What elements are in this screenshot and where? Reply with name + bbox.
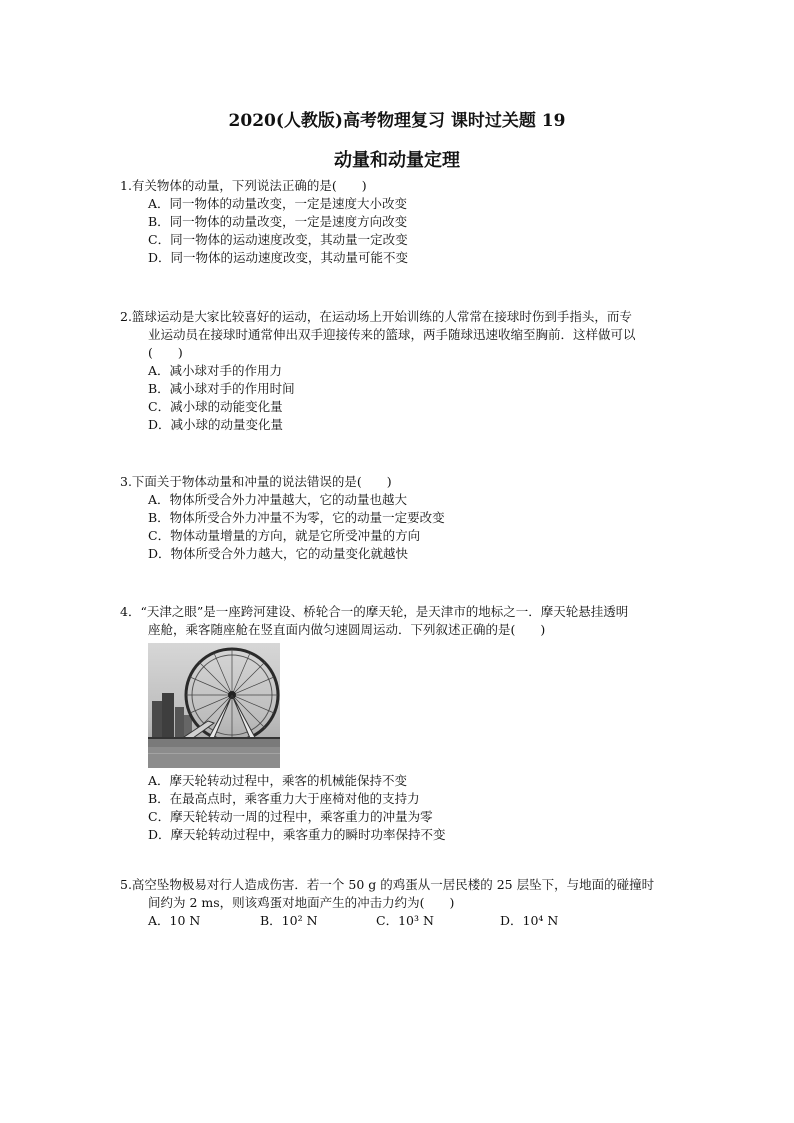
question-2 <box>120 308 708 434</box>
document-subtitle: 动量和动量定理 <box>334 150 460 171</box>
question-4 <box>120 603 708 844</box>
document-title: 2020(人教版)高考物理复习 课时过关题 19 <box>228 111 566 131</box>
question-2-option-a: A．减小球对手的作用力 <box>148 363 283 378</box>
question-5-option-b: B．10² N <box>260 913 318 928</box>
question-1-option-b: B．同一物体的动量改变，一定是速度方向改变 <box>148 214 408 229</box>
question-5-stem <box>120 876 708 912</box>
ferris-wheel-illustration <box>148 643 280 768</box>
question-5-option-c: C．10³ N <box>376 913 434 928</box>
question-1-option-a: A．同一物体的动量改变，一定是速度大小改变 <box>148 196 408 211</box>
question-3-option-d: D．物体所受合外力越大，它的动量变化就越快 <box>148 546 409 561</box>
question-4-stem <box>120 603 708 639</box>
question-4-stem-line-2: 座舱，乘客随座舱在竖直面内做匀速圆周运动．下列叙述正确的是( ) <box>148 622 546 637</box>
question-5-stem-line-1: 5.高空坠物极易对行人造成伤害．若一个 50 g 的鸡蛋从一居民楼的 25 层坠下，与地面的碰撞时 <box>120 877 655 892</box>
question-4-option-d: D．摩天轮转动过程中，乘客重力的瞬时功率保持不变 <box>148 827 446 842</box>
question-2-stem-line-1: 2.篮球运动是大家比较喜好的运动，在运动场上开始训练的人常常在接球时伤到手指头，而专 <box>120 309 632 324</box>
question-2-stem-line-3: ( ) <box>148 345 183 360</box>
question-3-stem: 3.下面关于物体动量和冲量的说法错误的是( ) <box>120 474 392 489</box>
ferris-wheel-photo <box>148 643 280 768</box>
question-4-option-c: C．摩天轮转动一周的过程中，乘客重力的冲量为零 <box>148 809 433 824</box>
question-3 <box>120 473 708 563</box>
question-2-stem-line-2: 业运动员在接球时通常伸出双手迎接传来的篮球，两手随球迅速收缩至胸前．这样做可以 <box>148 327 636 342</box>
question-1-option-d: D．同一物体的运动速度改变，其动量可能不变 <box>148 250 409 265</box>
question-2-option-c: C．减小球的动能变化量 <box>148 399 283 414</box>
question-5-option-a: A．10 N <box>148 913 201 928</box>
question-4-stem-line-1: 4．“天津之眼”是一座跨河建设、桥轮合一的摩天轮，是天津市的地标之一．摩天轮悬挂透明 <box>120 604 629 619</box>
question-2-stem <box>120 308 708 362</box>
question-3-option-c: C．物体动量增量的方向，就是它所受冲量的方向 <box>148 528 421 543</box>
question-5-stem-line-2: 间约为 2 ms，则该鸡蛋对地面产生的冲击力约为( ) <box>148 895 455 910</box>
question-3-option-a: A．物体所受合外力冲量越大，它的动量也越大 <box>148 492 408 507</box>
question-4-option-a: A．摩天轮转动过程中，乘客的机械能保持不变 <box>148 773 408 788</box>
question-5 <box>120 876 708 930</box>
question-1 <box>120 177 708 267</box>
question-3-option-b: B．物体所受合外力冲量不为零，它的动量一定要改变 <box>148 510 445 525</box>
question-5-option-d: D．10⁴ N <box>500 913 559 928</box>
question-2-option-b: B．减小球对手的作用时间 <box>148 381 295 396</box>
question-2-option-d: D．减小球的动量变化量 <box>148 417 284 432</box>
question-4-option-b: B．在最高点时，乘客重力大于座椅对他的支持力 <box>148 791 420 806</box>
question-1-stem: 1.有关物体的动量，下列说法正确的是( ) <box>120 178 367 193</box>
question-1-option-c: C．同一物体的运动速度改变，其动量一定改变 <box>148 232 408 247</box>
